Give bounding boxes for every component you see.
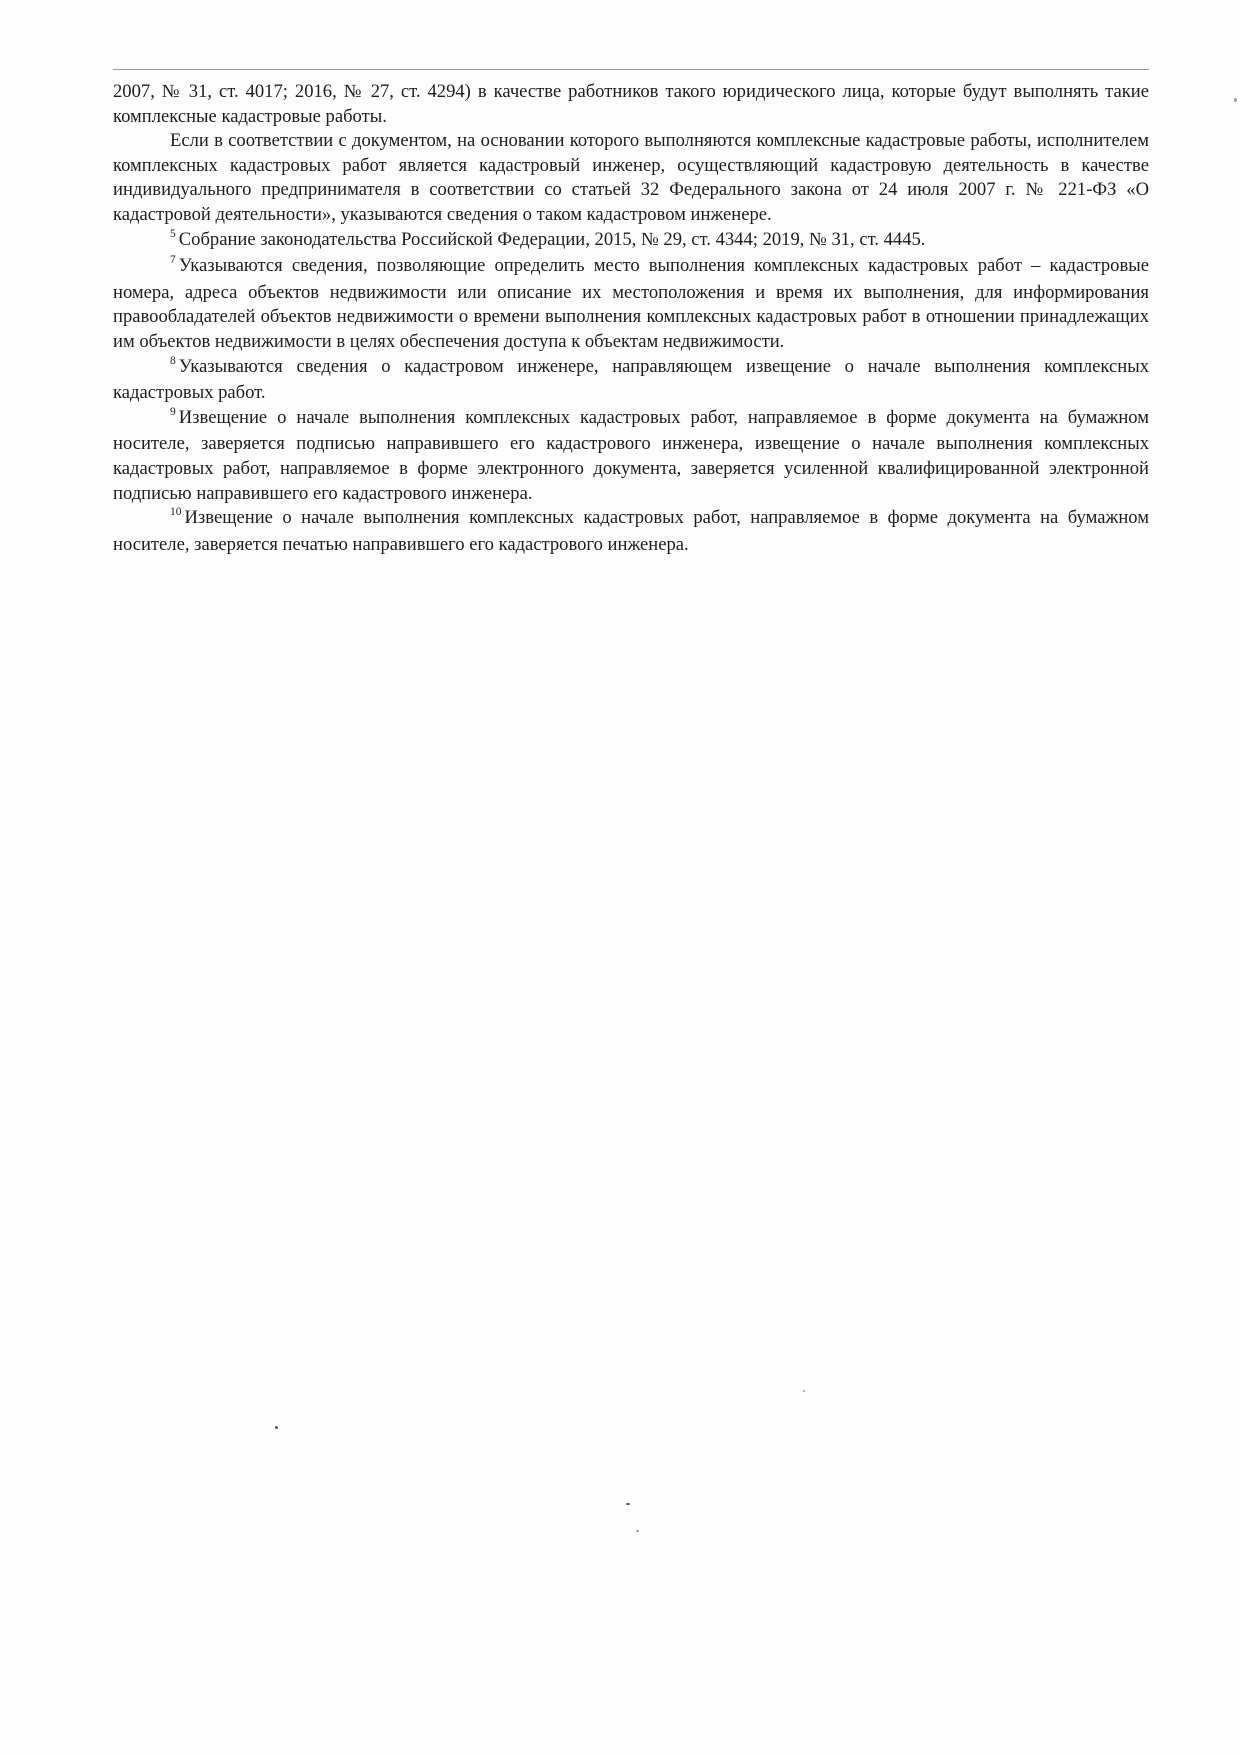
document-body	[113, 80, 1149, 557]
scan-speck	[1234, 98, 1237, 102]
footnote-5	[113, 228, 1149, 255]
footnote-text: Собрание законодательства Российской Федерации, 2015, № 29, ст. 4344; 2019, № 31, ст. 4445.	[178, 228, 926, 250]
footnote-mark: 5	[170, 227, 176, 240]
footnote-mark: 8	[170, 354, 176, 367]
footnote-10	[113, 506, 1149, 557]
main-paragraph: Если в соответствии с документом, на основании которого выполняются комплексные кадастровые работы, исполнителем комплексных кадастровых работ является кадастровый инженер, осуществляющий кадастровую деятельность в качестве индивидуального предпринимателя в соответствии со статьей 32 Федерального закона от 24 июля 2007 г. № 221-ФЗ «О кадастровой деятельности», указываются сведения о таком кадастровом инженере.	[113, 130, 1149, 225]
scan-speck	[803, 1390, 805, 1392]
footnote-text: Извещение о начале выполнения комплексных кадастровых работ, направляемое в форме документа на бумажном носителе, заверяется печатью направившего его кадастрового инженера.	[113, 507, 1149, 555]
footnote-7	[113, 254, 1149, 354]
footnote-mark: 7	[170, 254, 176, 267]
scan-speck	[626, 1503, 630, 1505]
footnote-9	[113, 406, 1149, 506]
footnote-text: Указываются сведения о кадастровом инженере, направляющем извещение о начале выполнения комплексных кадастровых работ.	[113, 355, 1149, 404]
footnote-8	[113, 355, 1149, 406]
header-rule	[113, 69, 1149, 70]
continuation-paragraph: 2007, № 31, ст. 4017; 2016, № 27, ст. 4294) в качестве работников такого юридического лица, которые будут выполнять такие комплексные кадастровые работы.	[113, 81, 1149, 127]
footnote-mark: 9	[170, 405, 176, 418]
footnote-text: Указываются сведения, позволяющие определить место выполнения комплексных кадастровых работ – кадастровые номера, адреса объектов недвижимости или описание их местоположения и время их выполнения, для информирования правообладателей объектов недвижимости о времени выполнения комплексных кадастровых работ в отношении принадлежащих им объектов недвижимости в целях обеспечения доступа к объектам недвижимости.	[113, 255, 1149, 352]
footnote-mark: 10	[170, 506, 182, 519]
scan-speck	[275, 1426, 278, 1429]
scan-speck	[636, 1530, 639, 1532]
footnote-text: Извещение о начале выполнения комплексных кадастровых работ, направляемое в форме документа на бумажном носителе, заверяется подписью направившего его кадастрового инженера, извещение о начале выполнения комплексных кадастровых работ, направляемое в форме электронного документа, заверяется усиленной квалифицированной электронной подписью направившего его кадастрового инженера.	[113, 406, 1149, 504]
